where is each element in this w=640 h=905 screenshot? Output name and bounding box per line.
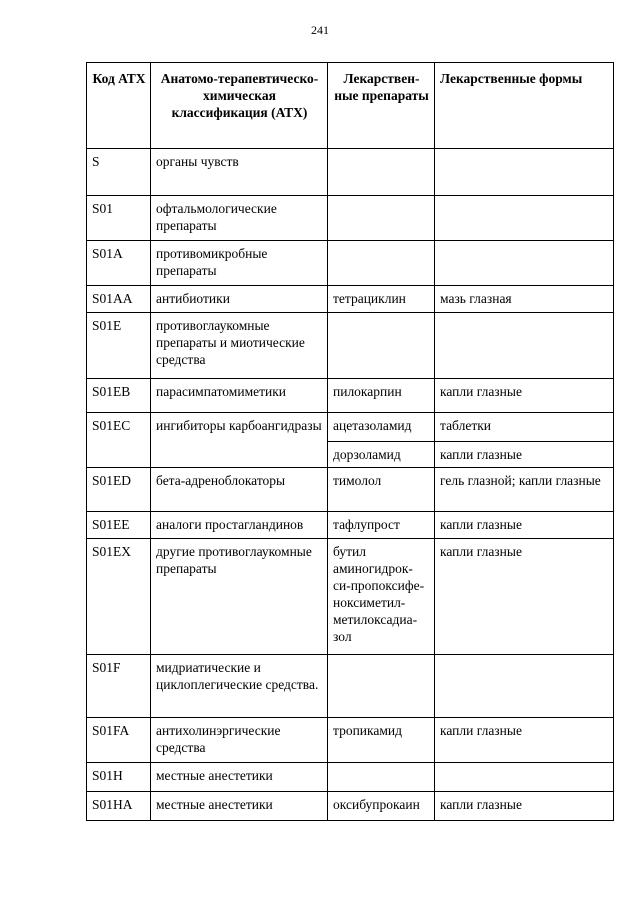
table-row [87,512,614,539]
dosage-form: капли глазные [435,539,614,655]
drug-name [328,655,435,718]
table-row [87,149,614,196]
atx-code: S01H [87,763,151,792]
dosage-form [435,655,614,718]
atx-classification: другие противоглаукомные препараты [151,539,328,655]
drug-name: дорзоламид [328,442,435,468]
dosage-form: капли глазные [435,442,614,468]
atx-classification: бета-адреноблокаторы [151,468,328,512]
dosage-form [435,149,614,196]
atx-classification: парасимпатомиметики [151,379,328,413]
atx-code: S01FA [87,718,151,763]
drug-name [328,763,435,792]
atx-classification: органы чувств [151,149,328,196]
drug-name: ацетазоламид [328,413,435,442]
drug-name [328,241,435,286]
drug-name: пилокарпин [328,379,435,413]
dosage-form [435,241,614,286]
drug-name: тетрациклин [328,286,435,313]
drug-name: бутил аминогидрок-си-пропоксифе-ноксиметил-метилоксадиа-зол [328,539,435,655]
header-code: Код АТХ [87,63,151,149]
atx-code: S01AA [87,286,151,313]
table-row [87,539,614,655]
table-row [87,313,614,379]
table-row [87,763,614,792]
page-number: 241 [311,23,329,37]
header-drugs: Лекарствен-ные препараты [328,63,435,149]
atx-classification: мидриатические и циклоплегические средства. [151,655,328,718]
table-row [87,413,614,442]
atx-code: S01ED [87,468,151,512]
drug-name [328,196,435,241]
header-forms: Лекарственные формы [435,63,614,149]
table-row [87,655,614,718]
dosage-form [435,313,614,379]
table-row [87,379,614,413]
drug-name [328,149,435,196]
dosage-form [435,763,614,792]
atx-code: S [87,149,151,196]
atx-classification: антихолинэргические средства [151,718,328,763]
atx-code: S01EB [87,379,151,413]
atx-code: S01F [87,655,151,718]
table-row [87,241,614,286]
dosage-form: капли глазные [435,792,614,821]
table-row [87,286,614,313]
table-row [87,792,614,821]
atx-classification: противоглаукомные препараты и миотические средства [151,313,328,379]
dosage-form: капли глазные [435,379,614,413]
atx-code: S01EE [87,512,151,539]
atx-code: S01EC [87,413,151,468]
dosage-form: капли глазные [435,718,614,763]
drug-name: тропикамид [328,718,435,763]
dosage-form: гель глазной; капли глазные [435,468,614,512]
atx-table [86,62,614,821]
atx-code: S01A [87,241,151,286]
table-row [87,718,614,763]
atx-classification: местные анестетики [151,792,328,821]
atx-classification: антибиотики [151,286,328,313]
atx-classification: противомикробные препараты [151,241,328,286]
drug-name [328,313,435,379]
drug-name: тимолол [328,468,435,512]
header-classification: Анатомо-терапевтическо-химическая классификация (АТХ) [151,63,328,149]
dosage-form [435,196,614,241]
table-header-row [87,63,614,149]
atx-code: S01E [87,313,151,379]
atx-classification: ингибиторы карбоангидразы [151,413,328,468]
drug-name: оксибупрокаин [328,792,435,821]
atx-classification: аналоги простагландинов [151,512,328,539]
atx-code: S01 [87,196,151,241]
drug-name: тафлупрост [328,512,435,539]
atx-code: S01EX [87,539,151,655]
dosage-form: таблетки [435,413,614,442]
table-row [87,468,614,512]
dosage-form: капли глазные [435,512,614,539]
table-row [87,196,614,241]
atx-code: S01HA [87,792,151,821]
atx-classification: местные анестетики [151,763,328,792]
atx-classification: офтальмологические препараты [151,196,328,241]
dosage-form: мазь глазная [435,286,614,313]
